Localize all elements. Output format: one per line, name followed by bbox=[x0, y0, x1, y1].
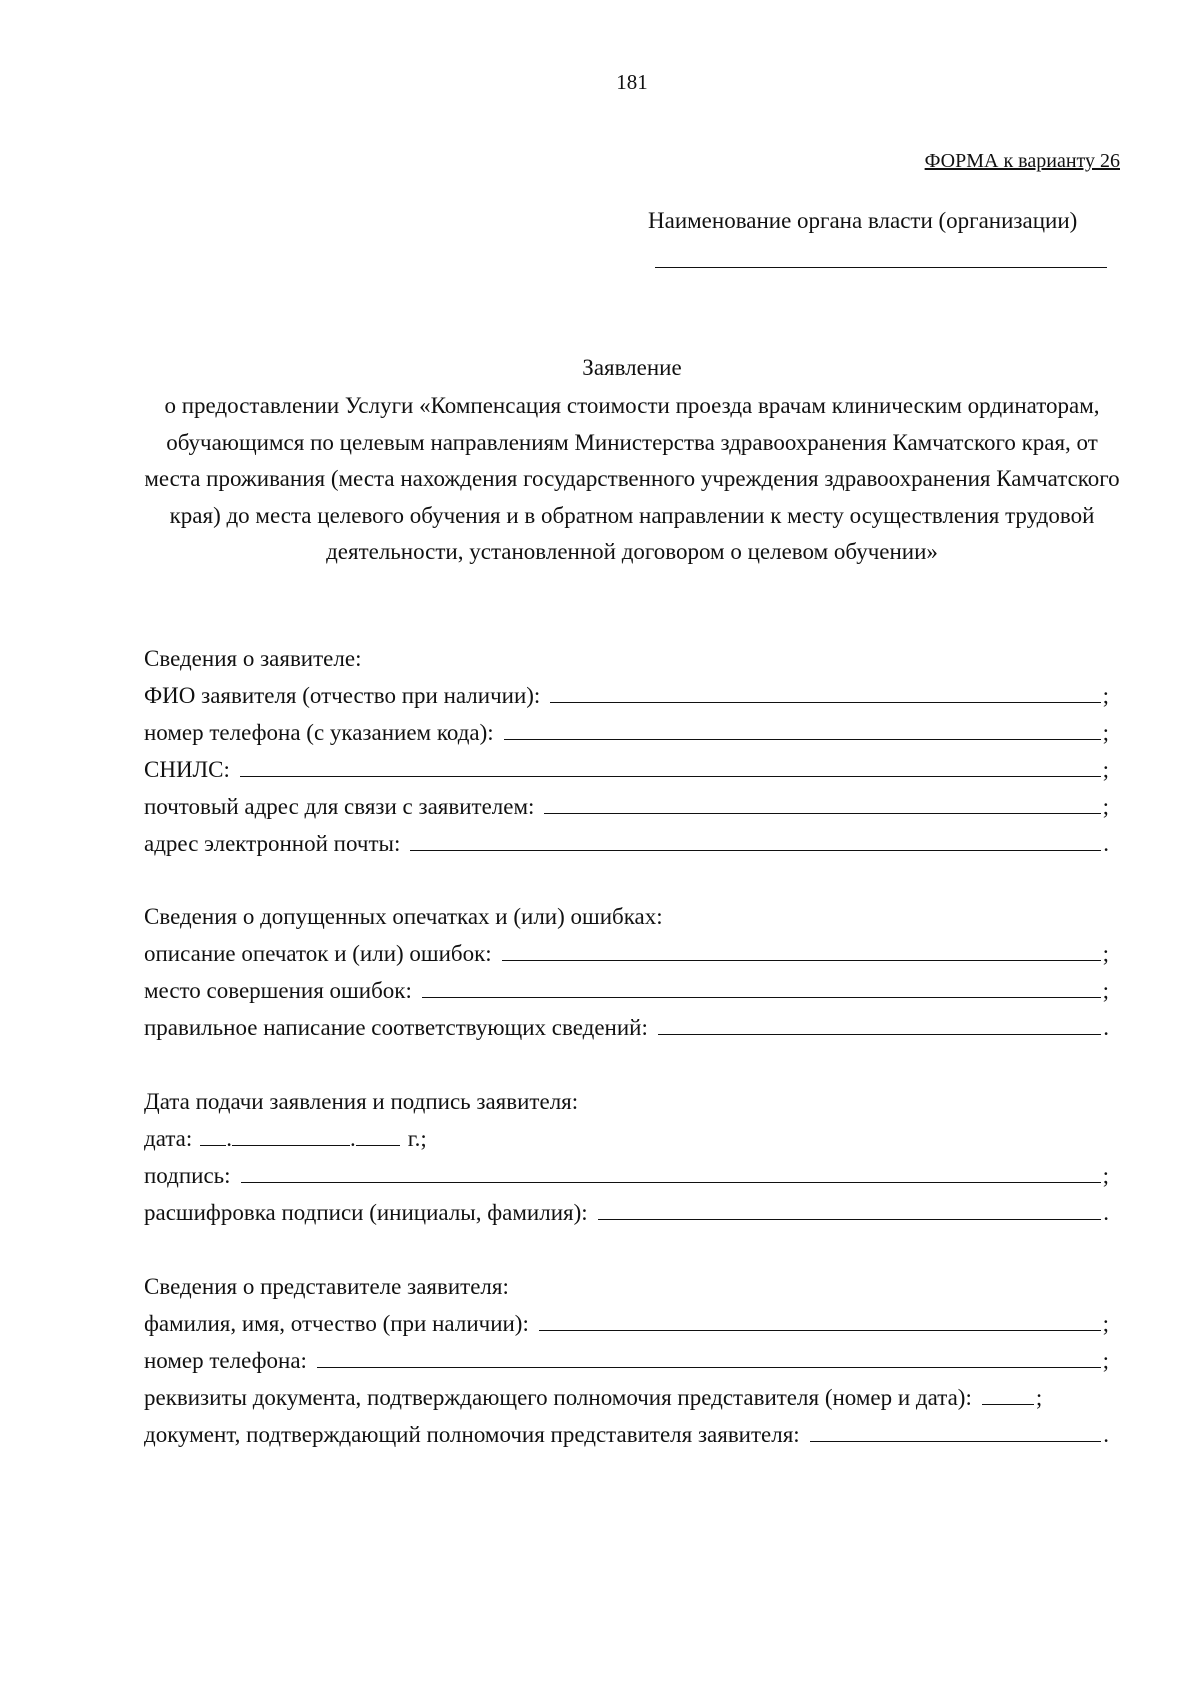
applicant-fio-row bbox=[144, 677, 1109, 714]
date-separator: . bbox=[350, 1126, 356, 1151]
submission-heading: Дата подачи заявления и подпись заявителя: bbox=[144, 1089, 579, 1114]
field-label: расшифровка подписи (инициалы, фамилия): bbox=[144, 1200, 588, 1225]
form-reference: ФОРМА к варианту 26 bbox=[924, 150, 1120, 172]
field-end: ; bbox=[1102, 683, 1109, 708]
field-end: . bbox=[1103, 1015, 1109, 1040]
applicant-snils-field[interactable] bbox=[240, 752, 1101, 777]
date-label: дата: bbox=[144, 1126, 193, 1151]
date-day-field[interactable] bbox=[200, 1121, 226, 1146]
representative-phone-row bbox=[144, 1342, 1109, 1379]
date-row bbox=[144, 1120, 1109, 1157]
applicant-fio-field[interactable] bbox=[550, 678, 1100, 703]
field-end: ; bbox=[1102, 1163, 1109, 1188]
applicant-phone-row bbox=[144, 714, 1109, 751]
field-end: ; bbox=[1035, 1385, 1043, 1410]
field-end: . bbox=[1103, 831, 1109, 856]
field-label: подпись: bbox=[144, 1163, 231, 1188]
signature-decoding-field[interactable] bbox=[598, 1195, 1102, 1220]
representative-section bbox=[144, 1268, 1109, 1453]
field-end: . bbox=[1103, 1422, 1109, 1447]
errors-section bbox=[144, 898, 1109, 1046]
applicant-phone-field[interactable] bbox=[504, 715, 1101, 740]
field-end: . bbox=[1103, 1200, 1109, 1225]
representative-doc-field[interactable] bbox=[810, 1417, 1102, 1442]
applicant-section bbox=[144, 640, 1109, 862]
errors-correct-field[interactable] bbox=[658, 1010, 1101, 1035]
representative-name-field[interactable] bbox=[539, 1306, 1101, 1331]
document-title: Заявление bbox=[582, 355, 682, 380]
field-label: фамилия, имя, отчество (при наличии): bbox=[144, 1311, 529, 1336]
authority-input-line[interactable] bbox=[655, 267, 1107, 268]
representative-doc-row bbox=[144, 1416, 1109, 1453]
field-end: ; bbox=[1102, 794, 1109, 819]
date-year-field[interactable] bbox=[356, 1121, 400, 1146]
field-label: ФИО заявителя (отчество при наличии): bbox=[144, 683, 541, 708]
field-end: ; bbox=[1102, 978, 1109, 1003]
field-end: ; bbox=[1102, 1348, 1109, 1373]
field-end: ; bbox=[1102, 1311, 1109, 1336]
page-number: 181 bbox=[616, 70, 648, 94]
field-label: номер телефона: bbox=[144, 1348, 307, 1373]
date-separator: . bbox=[226, 1126, 232, 1151]
errors-correct-row bbox=[144, 1009, 1109, 1046]
applicant-address-field[interactable] bbox=[544, 789, 1100, 814]
submission-section bbox=[144, 1083, 1109, 1231]
date-month-field[interactable] bbox=[232, 1121, 350, 1146]
signature-decoding-row bbox=[144, 1194, 1109, 1231]
representative-doc-details-row bbox=[144, 1379, 1109, 1416]
errors-place-row bbox=[144, 972, 1109, 1009]
field-label: СНИЛС: bbox=[144, 757, 230, 782]
representative-heading: Сведения о представителе заявителя: bbox=[144, 1274, 509, 1299]
field-end: ; bbox=[1102, 720, 1109, 745]
errors-heading: Сведения о допущенных опечатках и (или) ошибках: bbox=[144, 904, 663, 929]
field-label: документ, подтверждающий полномочия представителя заявителя: bbox=[144, 1422, 800, 1447]
field-end: ; bbox=[1102, 757, 1109, 782]
representative-phone-field[interactable] bbox=[317, 1343, 1101, 1368]
applicant-snils-row bbox=[144, 751, 1109, 788]
field-label: описание опечаток и (или) ошибок: bbox=[144, 941, 492, 966]
errors-place-field[interactable] bbox=[422, 973, 1101, 998]
applicant-email-field[interactable] bbox=[410, 826, 1101, 851]
signature-row bbox=[144, 1157, 1109, 1194]
applicant-email-row bbox=[144, 825, 1109, 862]
applicant-address-row bbox=[144, 788, 1109, 825]
field-label: адрес электронной почты: bbox=[144, 831, 401, 856]
field-label: правильное написание соответствующих сведений: bbox=[144, 1015, 648, 1040]
errors-description-field[interactable] bbox=[502, 936, 1101, 961]
field-label: почтовый адрес для связи с заявителем: bbox=[144, 794, 535, 819]
errors-description-row bbox=[144, 935, 1109, 972]
document-subject: о предоставлении Услуги «Компенсация стоимости проезда врачам клиническим ординаторам, обучающимся по целевым направлениям Министерства здравоохранения Камчатского края, от места проживания (места нахождения государственного учреждения здравоохранения Камчатского края) до места целевого обучения и в обратном направлении к месту осуществления трудовой деятельности, установленной договором о целевом обучении» bbox=[144, 393, 1120, 564]
field-label: место совершения ошибок: bbox=[144, 978, 412, 1003]
signature-field[interactable] bbox=[241, 1158, 1101, 1183]
representative-name-row bbox=[144, 1305, 1109, 1342]
representative-doc-details-field[interactable] bbox=[982, 1380, 1034, 1405]
field-end: ; bbox=[1102, 941, 1109, 966]
applicant-heading: Сведения о заявителе: bbox=[144, 646, 362, 671]
field-label: номер телефона (с указанием кода): bbox=[144, 720, 494, 745]
authority-label: Наименование органа власти (организации) bbox=[648, 208, 1078, 233]
field-label: реквизиты документа, подтверждающего полномочия представителя (номер и дата): bbox=[144, 1385, 972, 1410]
date-suffix: г.; bbox=[407, 1126, 427, 1151]
